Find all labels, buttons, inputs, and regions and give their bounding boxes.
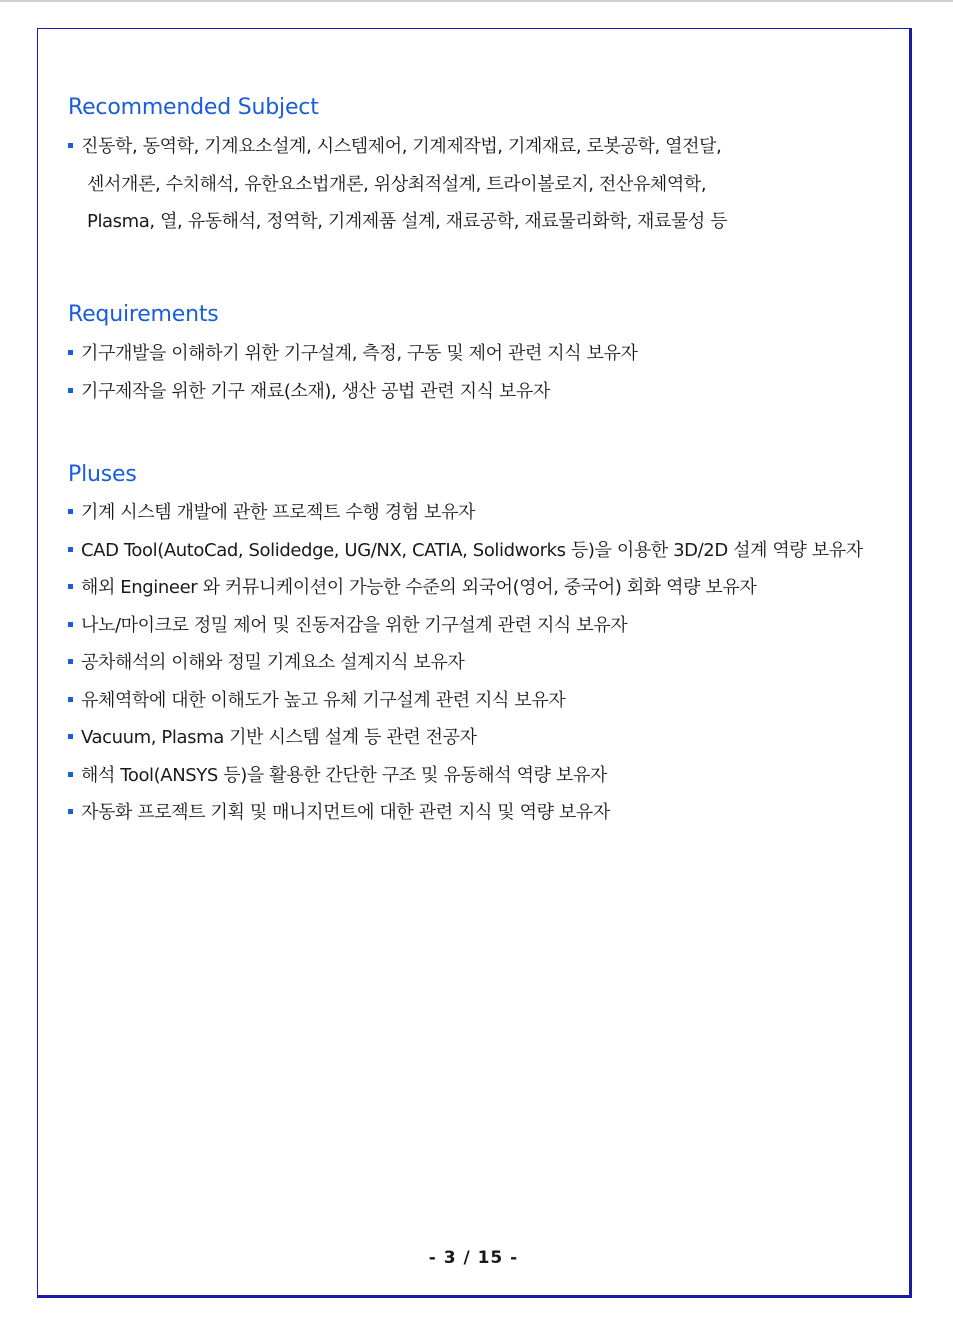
page-number: - 3 / 15 - — [428, 1248, 519, 1268]
list-item-line: 센서개론, 수치해석, 유한요소법개론, 위상최적설계, 트라이볼로지, 전산유체역학, — [87, 173, 707, 195]
recommended-subject-heading: Recommended Subject — [68, 95, 319, 120]
square-bullet-icon — [68, 388, 73, 393]
list-item — [68, 335, 898, 373]
square-bullet-icon — [68, 547, 73, 552]
recommended-subject-section — [68, 94, 898, 241]
list-item — [68, 128, 898, 241]
list-item-text: 기구제작을 위한 기구 재료(소재), 생산 공법 관련 지식 보유자 — [81, 380, 550, 402]
requirements-section — [68, 301, 898, 410]
square-bullet-icon — [68, 809, 73, 814]
square-bullet-icon — [68, 584, 73, 589]
list-item — [68, 794, 898, 832]
requirements-heading: Requirements — [68, 302, 219, 327]
square-bullet-icon — [68, 772, 73, 777]
list-item-text: 공차해석의 이해와 정밀 기계요소 설계지식 보유자 — [81, 652, 465, 673]
list-item — [68, 494, 898, 532]
list-item-text: 해석 Tool(ANSYS 등)을 활용한 간단한 구조 및 유동해석 역량 보유자 — [81, 764, 607, 786]
square-bullet-icon — [68, 697, 73, 702]
list-item-text: 기구개발을 이해하기 위한 기구설계, 측정, 구동 및 제어 관련 지식 보유자 — [81, 343, 638, 364]
list-item-line: Plasma, 열, 유동해석, 정역학, 기계제품 설계, 재료공학, 재료물리화학, 재료물성 등 — [87, 211, 728, 232]
list-item — [68, 682, 898, 720]
list-item-text: 기계 시스템 개발에 관한 프로젝트 수행 경험 보유자 — [81, 502, 475, 523]
list-item — [68, 757, 898, 795]
square-bullet-icon — [68, 659, 73, 664]
square-bullet-icon — [68, 622, 73, 627]
pluses-heading: Pluses — [68, 462, 137, 487]
top-divider — [0, 0, 953, 2]
pluses-list — [68, 494, 898, 832]
list-item — [68, 719, 898, 757]
square-bullet-icon — [68, 509, 73, 514]
list-item-text: 자동화 프로젝트 기획 및 매니지먼트에 대한 관련 지식 및 역량 보유자 — [81, 802, 610, 823]
list-item — [68, 607, 898, 645]
requirements-list — [68, 335, 898, 410]
list-item-text: 해외 Engineer 와 커뮤니케이션이 가능한 수준의 외국어(영어, 중국어) 회화 역량 보유자 — [81, 577, 757, 598]
square-bullet-icon — [68, 143, 73, 148]
document-page — [37, 28, 912, 1298]
square-bullet-icon — [68, 734, 73, 739]
list-item-text: CAD Tool(AutoCad, Solidedge, UG/NX, CATIA, Solidworks 등)을 이용한 3D/2D 설계 역량 보유자 — [81, 539, 863, 561]
list-item-line: 진동학, 동역학, 기계요소설계, 시스템제어, 기계제작법, 기계재료, 로봇공학, 열전달, — [81, 136, 722, 157]
list-item-text: 유체역학에 대한 이해도가 높고 유체 기구설계 관련 지식 보유자 — [81, 689, 566, 711]
list-item — [68, 644, 898, 682]
recommended-subject-list — [68, 128, 898, 241]
list-item-text: 나노/마이크로 정밀 제어 및 진동저감을 위한 기구설계 관련 지식 보유자 — [81, 614, 628, 636]
list-item — [68, 532, 898, 570]
list-item — [68, 569, 898, 607]
pluses-section — [68, 461, 898, 832]
list-item-text: Vacuum, Plasma 기반 시스템 설계 등 관련 전공자 — [81, 727, 477, 748]
list-item — [68, 373, 898, 411]
square-bullet-icon — [68, 350, 73, 355]
